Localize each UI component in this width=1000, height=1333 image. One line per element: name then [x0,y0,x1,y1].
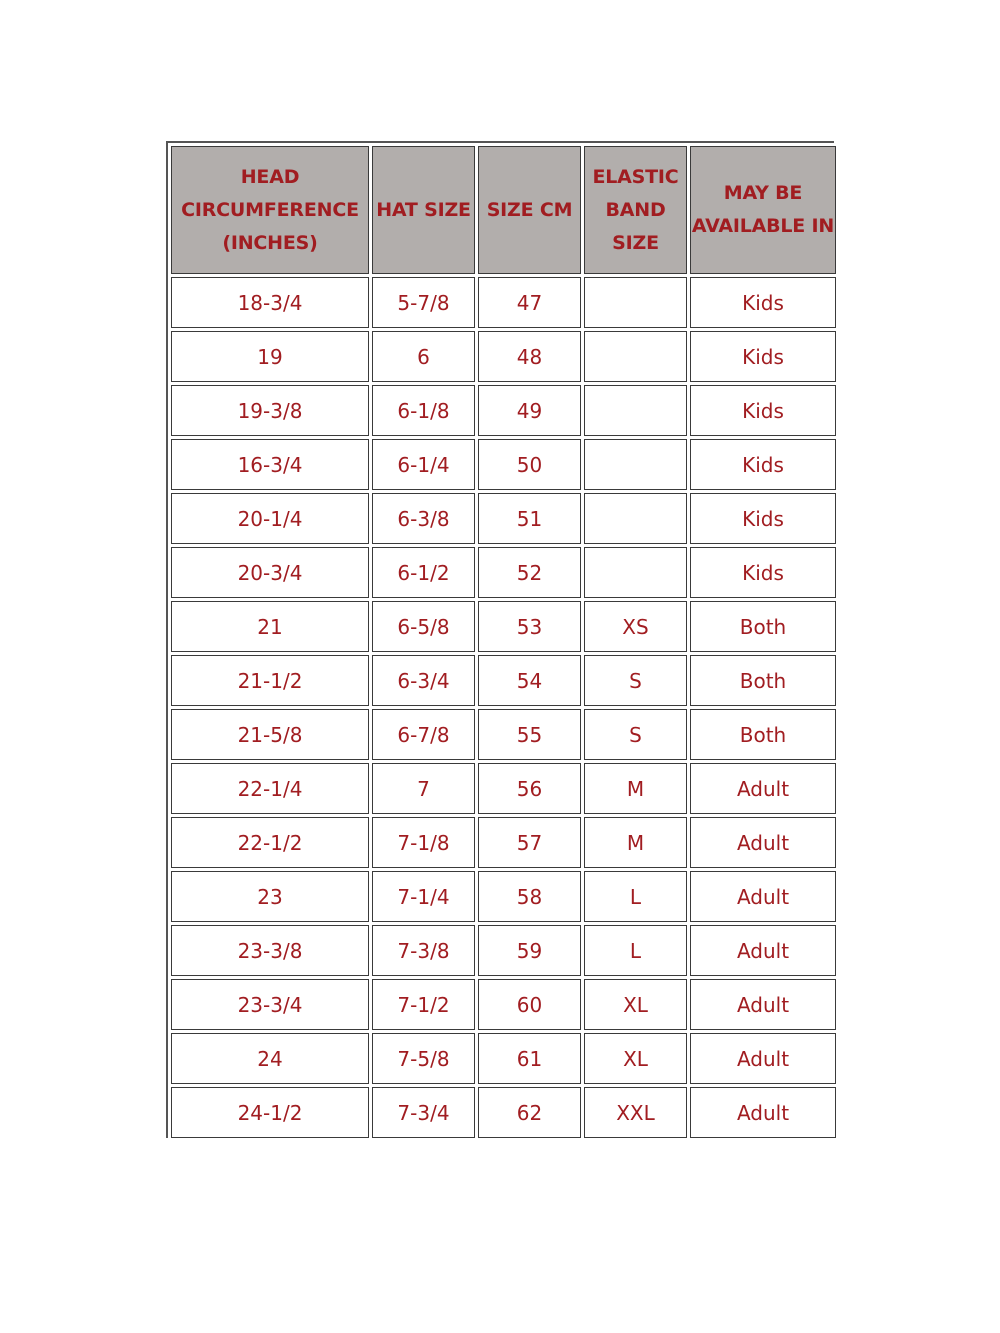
cell-head-circumference: 16-3/4 [171,439,369,490]
cell-elastic-band-size: S [584,709,687,760]
header-row [171,146,836,274]
cell-elastic-band-size [584,493,687,544]
cell-hat-size: 6-1/2 [372,547,475,598]
cell-available-in: Adult [690,979,836,1030]
cell-head-circumference: 22-1/2 [171,817,369,868]
cell-available-in: Adult [690,871,836,922]
cell-head-circumference: 22-1/4 [171,763,369,814]
header-line: HEAD [240,165,300,188]
cell-elastic-band-size: L [584,871,687,922]
cell-size-cm: 61 [478,1033,581,1084]
cell-size-cm: 57 [478,817,581,868]
header-line: MAY BE [723,182,803,204]
cell-available-in: Kids [690,277,836,328]
header-line: SIZE CM [486,198,573,221]
cell-size-cm: 49 [478,385,581,436]
cell-hat-size: 7-1/2 [372,979,475,1030]
table-body [171,277,836,1138]
header-line: BAND [605,198,666,221]
cell-available-in: Both [690,601,836,652]
cell-hat-size: 7-3/4 [372,1087,475,1138]
cell-size-cm: 60 [478,979,581,1030]
cell-available-in: Kids [690,547,836,598]
cell-hat-size: 6 [372,331,475,382]
cell-hat-size: 7-3/8 [372,925,475,976]
table-row [171,871,836,922]
header-line: SIZE [612,231,659,254]
cell-hat-size: 7 [372,763,475,814]
header-may-be-available-in [690,146,836,274]
cell-available-in: Kids [690,439,836,490]
cell-hat-size: 6-1/8 [372,385,475,436]
cell-hat-size: 6-5/8 [372,601,475,652]
cell-hat-size: 7-1/8 [372,817,475,868]
table-row [171,331,836,382]
cell-size-cm: 54 [478,655,581,706]
table-row [171,763,836,814]
cell-elastic-band-size [584,439,687,490]
header-line: CIRCUMFERENCE [181,198,359,221]
cell-elastic-band-size: XL [584,979,687,1030]
header-elastic-band-size [584,146,687,274]
cell-size-cm: 58 [478,871,581,922]
cell-elastic-band-size: M [584,817,687,868]
cell-elastic-band-size: XXL [584,1087,687,1138]
header-hat-size [372,146,475,274]
cell-available-in: Kids [690,493,836,544]
cell-size-cm: 53 [478,601,581,652]
cell-size-cm: 56 [478,763,581,814]
cell-available-in: Adult [690,817,836,868]
table-row [171,547,836,598]
header-line: ELASTIC [592,165,679,188]
cell-hat-size: 5-7/8 [372,277,475,328]
table-row [171,1033,836,1084]
cell-head-circumference: 20-1/4 [171,493,369,544]
hat-size-chart [166,141,834,1138]
table-row [171,1087,836,1138]
table-row [171,979,836,1030]
cell-elastic-band-size [584,385,687,436]
cell-head-circumference: 21 [171,601,369,652]
table-row [171,493,836,544]
cell-head-circumference: 23-3/4 [171,979,369,1030]
cell-size-cm: 48 [478,331,581,382]
cell-head-circumference: 24 [171,1033,369,1084]
cell-available-in: Adult [690,925,836,976]
table-row [171,709,836,760]
header-line: HAT SIZE [376,198,471,221]
cell-head-circumference: 19-3/8 [171,385,369,436]
cell-head-circumference: 18-3/4 [171,277,369,328]
cell-size-cm: 50 [478,439,581,490]
cell-available-in: Adult [690,1033,836,1084]
cell-hat-size: 6-3/8 [372,493,475,544]
header-head-circumference [171,146,369,274]
cell-elastic-band-size: XL [584,1033,687,1084]
table-row [171,655,836,706]
cell-available-in: Adult [690,763,836,814]
cell-hat-size: 7-1/4 [372,871,475,922]
table-row [171,277,836,328]
cell-available-in: Both [690,655,836,706]
header-line: (INCHES) [222,231,318,254]
cell-head-circumference: 23 [171,871,369,922]
cell-hat-size: 6-3/4 [372,655,475,706]
cell-size-cm: 47 [478,277,581,328]
table-row [171,817,836,868]
cell-size-cm: 51 [478,493,581,544]
cell-head-circumference: 21-5/8 [171,709,369,760]
table-row [171,439,836,490]
header-line: AVAILABLE IN [691,215,835,237]
size-table [168,143,839,1141]
table-row [171,385,836,436]
cell-head-circumference: 21-1/2 [171,655,369,706]
cell-elastic-band-size [584,547,687,598]
cell-available-in: Both [690,709,836,760]
cell-size-cm: 59 [478,925,581,976]
cell-elastic-band-size [584,331,687,382]
cell-head-circumference: 24-1/2 [171,1087,369,1138]
cell-head-circumference: 19 [171,331,369,382]
table-row [171,601,836,652]
cell-elastic-band-size: XS [584,601,687,652]
header-size-cm [478,146,581,274]
cell-size-cm: 62 [478,1087,581,1138]
table-row [171,925,836,976]
cell-available-in: Kids [690,331,836,382]
cell-available-in: Adult [690,1087,836,1138]
cell-hat-size: 7-5/8 [372,1033,475,1084]
cell-size-cm: 55 [478,709,581,760]
cell-hat-size: 6-7/8 [372,709,475,760]
cell-head-circumference: 23-3/8 [171,925,369,976]
cell-hat-size: 6-1/4 [372,439,475,490]
cell-elastic-band-size: S [584,655,687,706]
cell-elastic-band-size: L [584,925,687,976]
cell-size-cm: 52 [478,547,581,598]
cell-elastic-band-size [584,277,687,328]
cell-elastic-band-size: M [584,763,687,814]
cell-head-circumference: 20-3/4 [171,547,369,598]
cell-available-in: Kids [690,385,836,436]
